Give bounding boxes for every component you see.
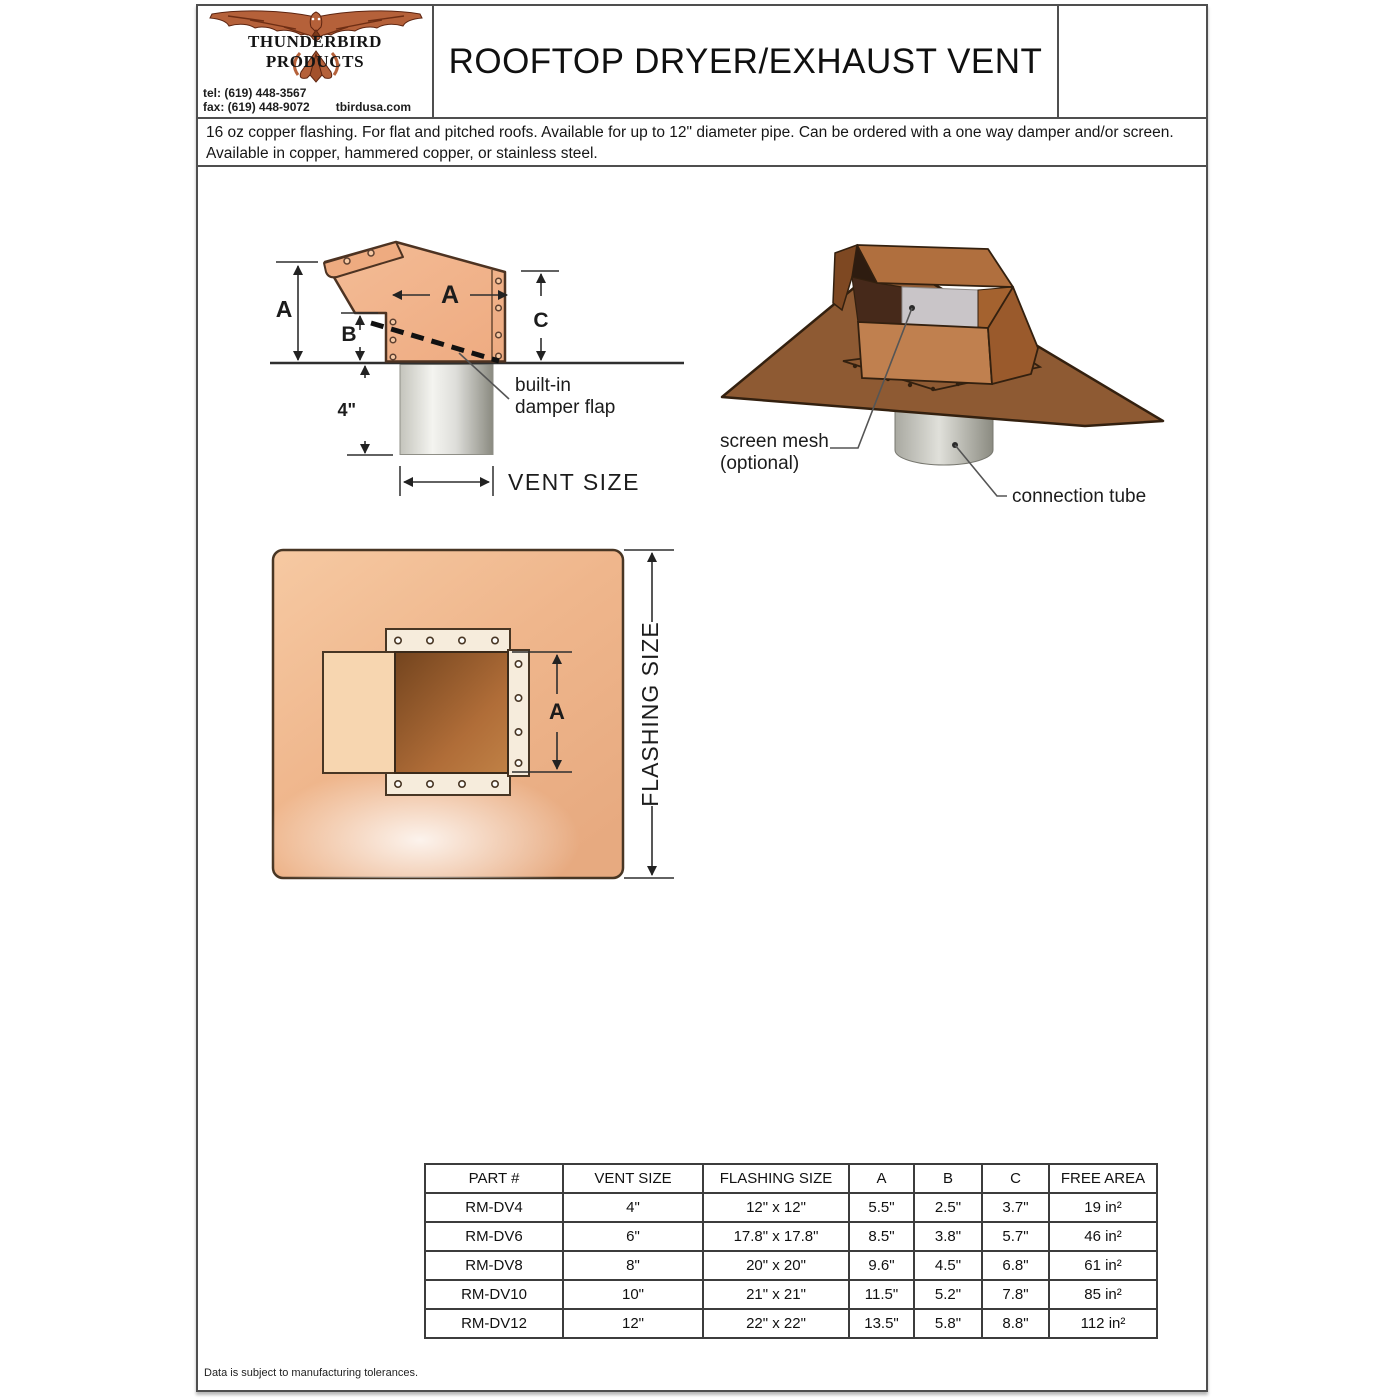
table-row — [425, 1251, 1157, 1280]
side-view-diagram — [262, 230, 686, 502]
iso-view-diagram — [698, 224, 1198, 520]
table-cell: 13.5" — [849, 1309, 914, 1338]
table-cell: 19 in² — [1049, 1193, 1157, 1222]
table-cell: 61 in² — [1049, 1251, 1157, 1280]
top-view-diagram — [262, 542, 686, 886]
company-name: THUNDERBIRD PRODUCTS — [247, 32, 383, 71]
header — [198, 6, 1206, 119]
vent-opening-square — [395, 652, 508, 773]
col-header-flashing-size: FLASHING SIZE — [703, 1164, 849, 1193]
description-text: 16 oz copper flashing. For flat and pitched roofs. Available for up to 12" diameter pipe. Can be ordered with a one way damper and/or screen. Available in copper, hammered copper, or stainless steel. — [198, 119, 1206, 167]
table-cell: RM-DV10 — [425, 1280, 563, 1309]
table-cell: 46 in² — [1049, 1222, 1157, 1251]
table-cell: 22" x 22" — [703, 1309, 849, 1338]
table-cell: RM-DV6 — [425, 1222, 563, 1251]
table-cell: 5.5" — [849, 1193, 914, 1222]
table-cell: RM-DV8 — [425, 1251, 563, 1280]
table-cell: 21" x 21" — [703, 1280, 849, 1309]
table-cell: 11.5" — [849, 1280, 914, 1309]
table-row — [425, 1222, 1157, 1251]
dim-label-a-top: A — [440, 281, 460, 309]
footer-note: Data is subject to manufacturing tolerances. — [204, 1367, 419, 1379]
hood-front-face — [858, 322, 992, 384]
website: tbirdusa.com — [335, 100, 412, 114]
col-header-a: A — [849, 1164, 914, 1193]
table-header-row — [425, 1164, 1157, 1193]
contact-block — [203, 86, 411, 114]
table-cell: 8.5" — [849, 1222, 914, 1251]
table-cell: 8" — [563, 1251, 703, 1280]
dim-label-4in: 4" — [337, 400, 356, 420]
spec-table — [424, 1163, 1158, 1339]
table-row — [425, 1309, 1157, 1338]
table-cell: 5.2" — [914, 1280, 982, 1309]
dim-label-b: B — [341, 323, 357, 346]
table-cell: 85 in² — [1049, 1280, 1157, 1309]
table-row — [425, 1193, 1157, 1222]
table-cell: 6" — [563, 1222, 703, 1251]
table-cell: 4" — [563, 1193, 703, 1222]
damper-note-line1: built-in — [515, 375, 571, 396]
table-cell: 5.8" — [914, 1309, 982, 1338]
tel-line: tel: (619) 448-3567 — [203, 86, 307, 100]
table-cell: 5.7" — [982, 1222, 1049, 1251]
damper-note-line2: damper flap — [515, 397, 616, 418]
table-cell: 112 in² — [1049, 1309, 1157, 1338]
col-header-b: B — [914, 1164, 982, 1193]
table-cell: 3.7" — [982, 1193, 1049, 1222]
table-cell: 9.6" — [849, 1251, 914, 1280]
table-cell: 10" — [563, 1280, 703, 1309]
col-header-vent-size: VENT SIZE — [563, 1164, 703, 1193]
page-title: ROOFTOP DRYER/EXHAUST VENT — [448, 41, 1043, 81]
dim-label-a-left: A — [275, 296, 293, 322]
table-row — [425, 1280, 1157, 1309]
fax-line: fax: (619) 448-9072 tbirdusa.com — [203, 100, 412, 114]
table-cell: 7.8" — [982, 1280, 1049, 1309]
connection-tube-side — [400, 365, 493, 455]
screen-mesh-label-line2: (optional) — [720, 453, 800, 474]
table-cell: 4.5" — [914, 1251, 982, 1280]
table-cell: 6.8" — [982, 1251, 1049, 1280]
table-cell: 12" — [563, 1309, 703, 1338]
col-header-part: PART # — [425, 1164, 563, 1193]
screen-mesh-label-line1: screen mesh — [720, 431, 829, 452]
hood-top-panel — [323, 652, 397, 773]
table-cell: 3.8" — [914, 1222, 982, 1251]
table-cell: 2.5" — [914, 1193, 982, 1222]
dim-label-c: C — [533, 309, 549, 332]
flashing-size-label: FLASHING SIZE — [637, 621, 663, 807]
logo-cell — [198, 6, 434, 117]
connection-tube-label: connection tube — [1012, 486, 1147, 507]
col-header-c: C — [982, 1164, 1049, 1193]
hood-top-face — [857, 245, 1013, 287]
title-cell — [434, 6, 1059, 117]
table-cell: 20" x 20" — [703, 1251, 849, 1280]
header-empty-cell — [1059, 6, 1206, 117]
spec-table-body — [425, 1193, 1157, 1338]
table-cell: RM-DV12 — [425, 1309, 563, 1338]
table-cell: RM-DV4 — [425, 1193, 563, 1222]
table-cell: 17.8" x 17.8" — [703, 1222, 849, 1251]
col-header-free-area: FREE AREA — [1049, 1164, 1157, 1193]
vent-size-label: VENT SIZE — [508, 469, 640, 495]
table-cell: 8.8" — [982, 1309, 1049, 1338]
table-cell: 12" x 12" — [703, 1193, 849, 1222]
dim-label-a-topview: A — [549, 699, 565, 724]
